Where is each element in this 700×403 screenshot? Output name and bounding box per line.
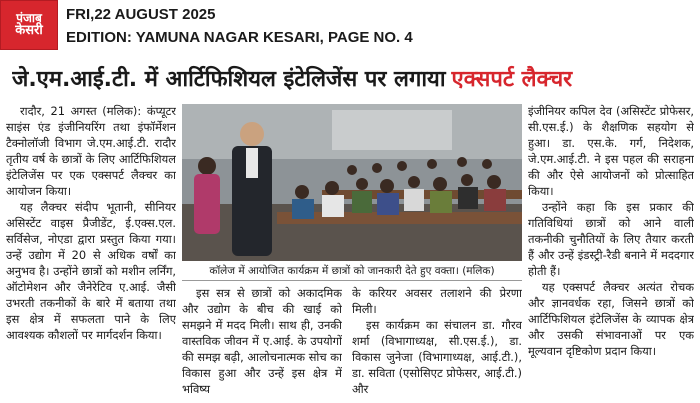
- headline-main: जे.एम.आई.टी. में आर्टिफिशियल इंटेलिजेंस पर लगाया: [12, 67, 446, 92]
- paragraph: इस कार्यक्रम का संचालन डा. गौरव शर्मा (विभागाध्यक्ष, सी.एस.ई.), डा. विकास जुनेजा (विभागाध्यक्ष, आई.टी.), डा. सविता (एसोसिएट प्रोफेसर, आई.टी.) और: [352, 318, 522, 396]
- article-headline: [12, 58, 688, 98]
- logo-line-1: पंजाब: [16, 10, 42, 25]
- article-column-2: [182, 285, 342, 401]
- article-column-4: [528, 103, 694, 401]
- newspaper-logo: [0, 0, 58, 50]
- logo-line-2: केसरी: [15, 23, 43, 39]
- paragraph: यह लैक्चर संदीप भूतानी, सीनियर असिस्टेंट वाइस प्रैजीडेंट, ई.एक्स.एल. सर्विसेज, नोएडा द्वारा प्रस्तुत किया गया। उन्हें उद्योग में 20 से अधिक वर्षों का अनुभव है। उन्होंने छात्रों को मशीन लर्निंग, ऑटोमेशन और जैनेरेटिव ए.आई. जैसी उभरती तकनीकों के बारे में बताया तथा इस क्षेत्र में सफलता पाने के लिए आवश्यक कौशलों पर मार्गदर्शन किया।: [6, 200, 176, 342]
- paragraph: के करियर अवसर तलाशने की प्रेरणा मिली।: [352, 286, 522, 316]
- paragraph: रादौर, 21 अगस्त (मलिक): कंप्यूटर साइंस एंड इंजीनियरिंग तथा इंफॉर्मेशन टैक्नोलॉजी विभाग जे.एम.आई.टी. रादौर तृतीय वर्ष के छात्रों के लिए आर्टिफिशियल इंटेलिजेंस पर एक एक्सपर्ट लैक्चर का आयोजन किया।: [6, 104, 176, 198]
- publication-date: FRI,22 AUGUST 2025: [66, 6, 216, 23]
- paragraph: यह एक्सपर्ट लैक्चर अत्यंत रोचक और ज्ञानवर्धक रहा, जिसने छात्रों को आर्टिफिशियल इंटेलिजेंस के व्यापक क्षेत्र और उसकी संभावनाओं पर एक मूल्यवान दृष्टिकोण प्रदान किया।: [528, 280, 694, 358]
- paragraph: इस सत्र से छात्रों को अकादमिक और उद्योग के बीच की खाई को समझने में मदद मिली। साथ ही, उनकी वास्तविक जीवन में ए.आई. के उपयोगों की समझ बढ़ी, आलोचनात्मक सोच का विकास हुआ और उन्हें इस क्षेत्र में भविष्य: [182, 286, 342, 396]
- classroom-photo-illustration: [182, 104, 522, 261]
- photo-caption: कॉलेज में आयोजित कार्यक्रम में छात्रों को जानकारी देते हुए वक्ता। (मलिक): [182, 262, 522, 281]
- headline-accent: एक्सपर्ट लैक्चर: [451, 67, 573, 92]
- event-photo: [182, 104, 522, 261]
- article-column-1: [6, 103, 176, 401]
- edition-info: EDITION: YAMUNA NAGAR KESARI, PAGE NO. 4: [66, 29, 413, 46]
- article-column-3: [352, 285, 522, 401]
- paragraph: इंजीनियर कपिल देव (असिस्टेंट प्रोफेसर, सी.एस.ई.) के शैक्षणिक सहयोग से हुआ। डा. एस.के. गर्ग, निदेशक, जे.एम.आई.टी. ने इस पहल की सराहना की और ऐसे आयोजनों को प्रोत्साहित किया।: [528, 104, 694, 198]
- paragraph: उन्होंने कहा कि इस प्रकार की गतिविधियां छात्रों को आने वाली तकनीकी चुनौतियों के लिए तैयार करती हैं और उन्हें इंडस्ट्री-रैडी बनाने में मददगार होती हैं।: [528, 200, 694, 278]
